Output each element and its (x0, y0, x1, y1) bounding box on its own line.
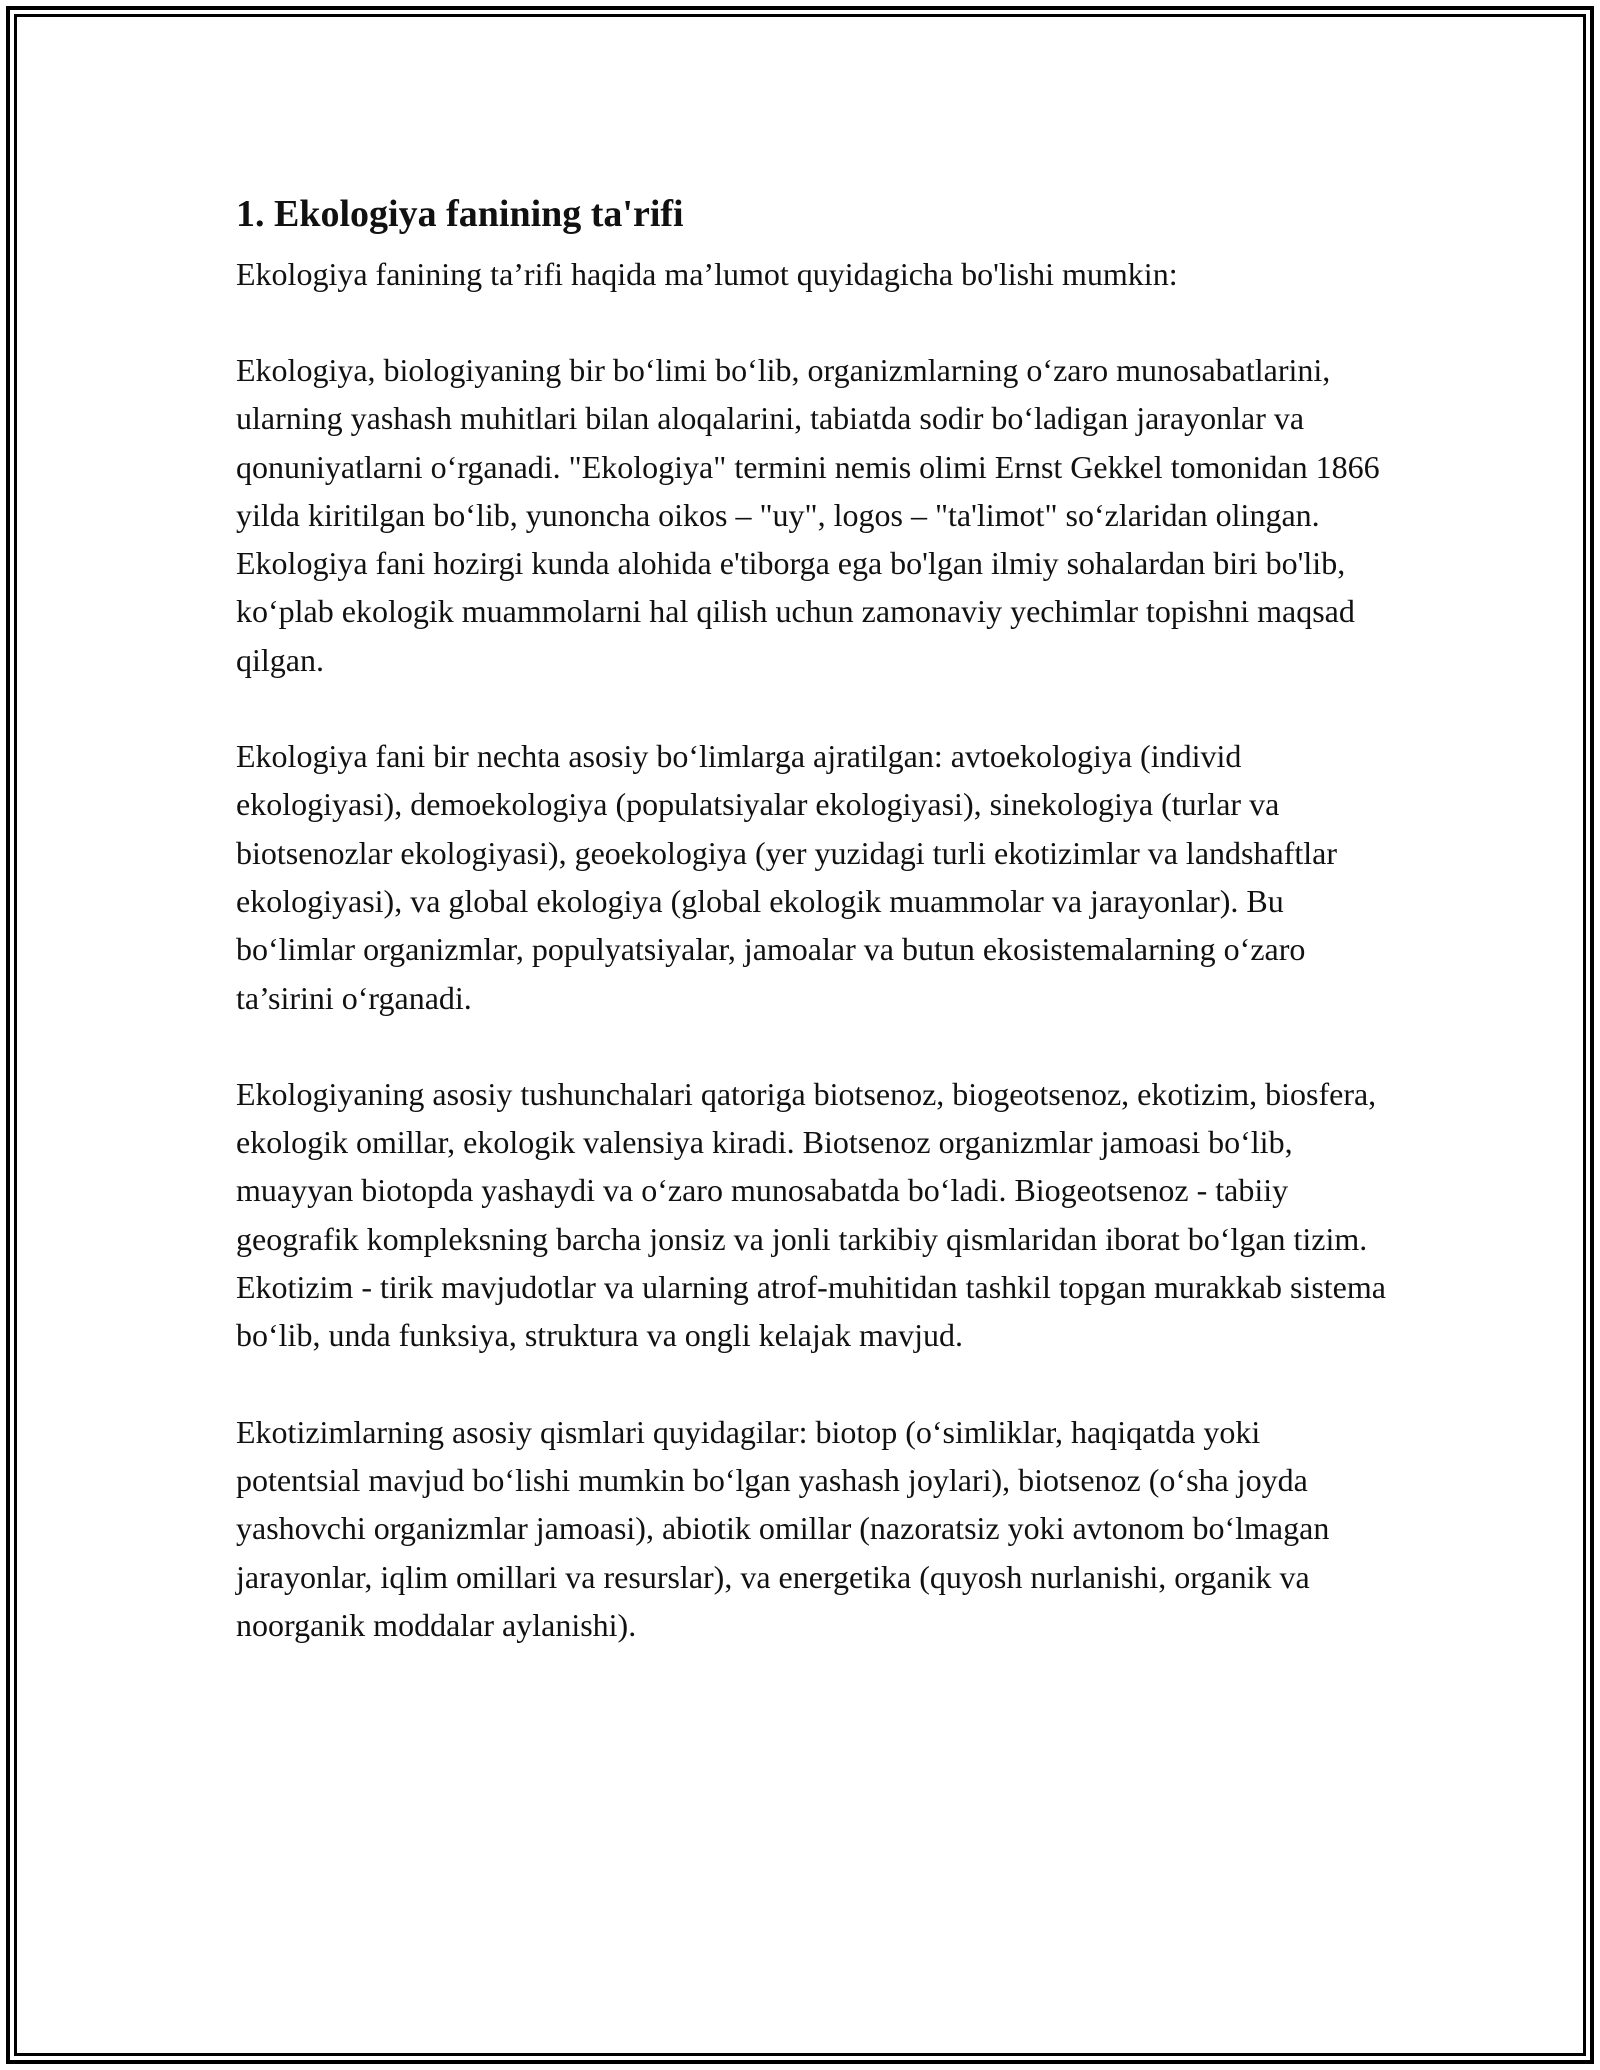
intro-paragraph: Ekologiya fanining ta’rifi haqida ma’lumot quyidagicha bo'lishi mumkin: (236, 256, 1178, 292)
paragraph-definition: Ekologiya, biologiyaning bir bo‘limi bo‘lib, organizmlarning o‘zaro munosabatlarini, ularning yashash muhitlari bilan aloqalarini, tabiatda sodir bo‘ladigan jarayonlar va qonuniyatlarni o‘rganadi. "Ekologiya" termini nemis olimi Ernst Gekkel tomonidan 1866 yilda kiritilgan bo‘lib, yunoncha oikos – "uy", logos – "ta'limot" so‘zlaridan olingan. Ekologiya fani hozirgi kunda alohida e'tiborga ega bo'lgan ilmiy sohalardan biri bo'lib, ko‘plab ekologik muammolarni hal qilish uchun zamonaviy yechimlar topishni maqsad qilgan. (236, 352, 1380, 678)
paragraph-branches: Ekologiya fani bir nechta asosiy bo‘limlarga ajratilgan: avtoekologiya (individ ekologiyasi), demoekologiya (populatsiyalar ekologiyasi), sinekologiya (turlar va biotsenozlar ekologiyasi), geoekologiya (yer yuzidagi turli ekotizimlar va landshaftlar ekologiyasi), va global ekologiya (global ekologik muammolar va jarayonlar). Bu bo‘limlar organizmlar, populyatsiyalar, jamoalar va butun ekosistemalarning o‘zaro ta’sirini o‘rganadi. (236, 738, 1337, 1016)
section-title: 1. Ekologiya fanining ta'rifi (236, 193, 684, 235)
paragraph-ecosystem-parts: Ekotizimlarning asosiy qismlari quyidagilar: biotop (o‘simliklar, haqiqatda yoki potentsial mavjud bo‘lishi mumkin bo‘lgan yashash joylari), biotsenoz (o‘sha joyda yashovchi organizmlar jamoasi), abiotik omillar (nazoratsiz yoki avtonom bo‘lmagan jarayonlar, iqlim omillari va resurslar), va energetika (quyosh nurlanishi, organik va noorganik moddalar aylanishi). (236, 1413, 1330, 1643)
document-body (236, 186, 1386, 1649)
paragraph-concepts: Ekologiyaning asosiy tushunchalari qatoriga biotsenoz, biogeotsenoz, ekotizim, biosfera, ekologik omillar, ekologik valensiya kiradi. Biotsenoz organizmlar jamoasi bo‘lib, muayyan biotopda yashaydi va o‘zaro munosabatda bo‘ladi. Biogeotsenoz - tabiiy geografik kompleksning barcha jonsiz va jonli tarkibiy qismlaridan iborat bo‘lgan tizim. Ekotizim - tirik mavjudotlar va ularning atrof-muhitidan tashkil topgan murakkab sistema bo‘lib, unda funksiya, struktura va ongli kelajak mavjud. (236, 1075, 1386, 1354)
